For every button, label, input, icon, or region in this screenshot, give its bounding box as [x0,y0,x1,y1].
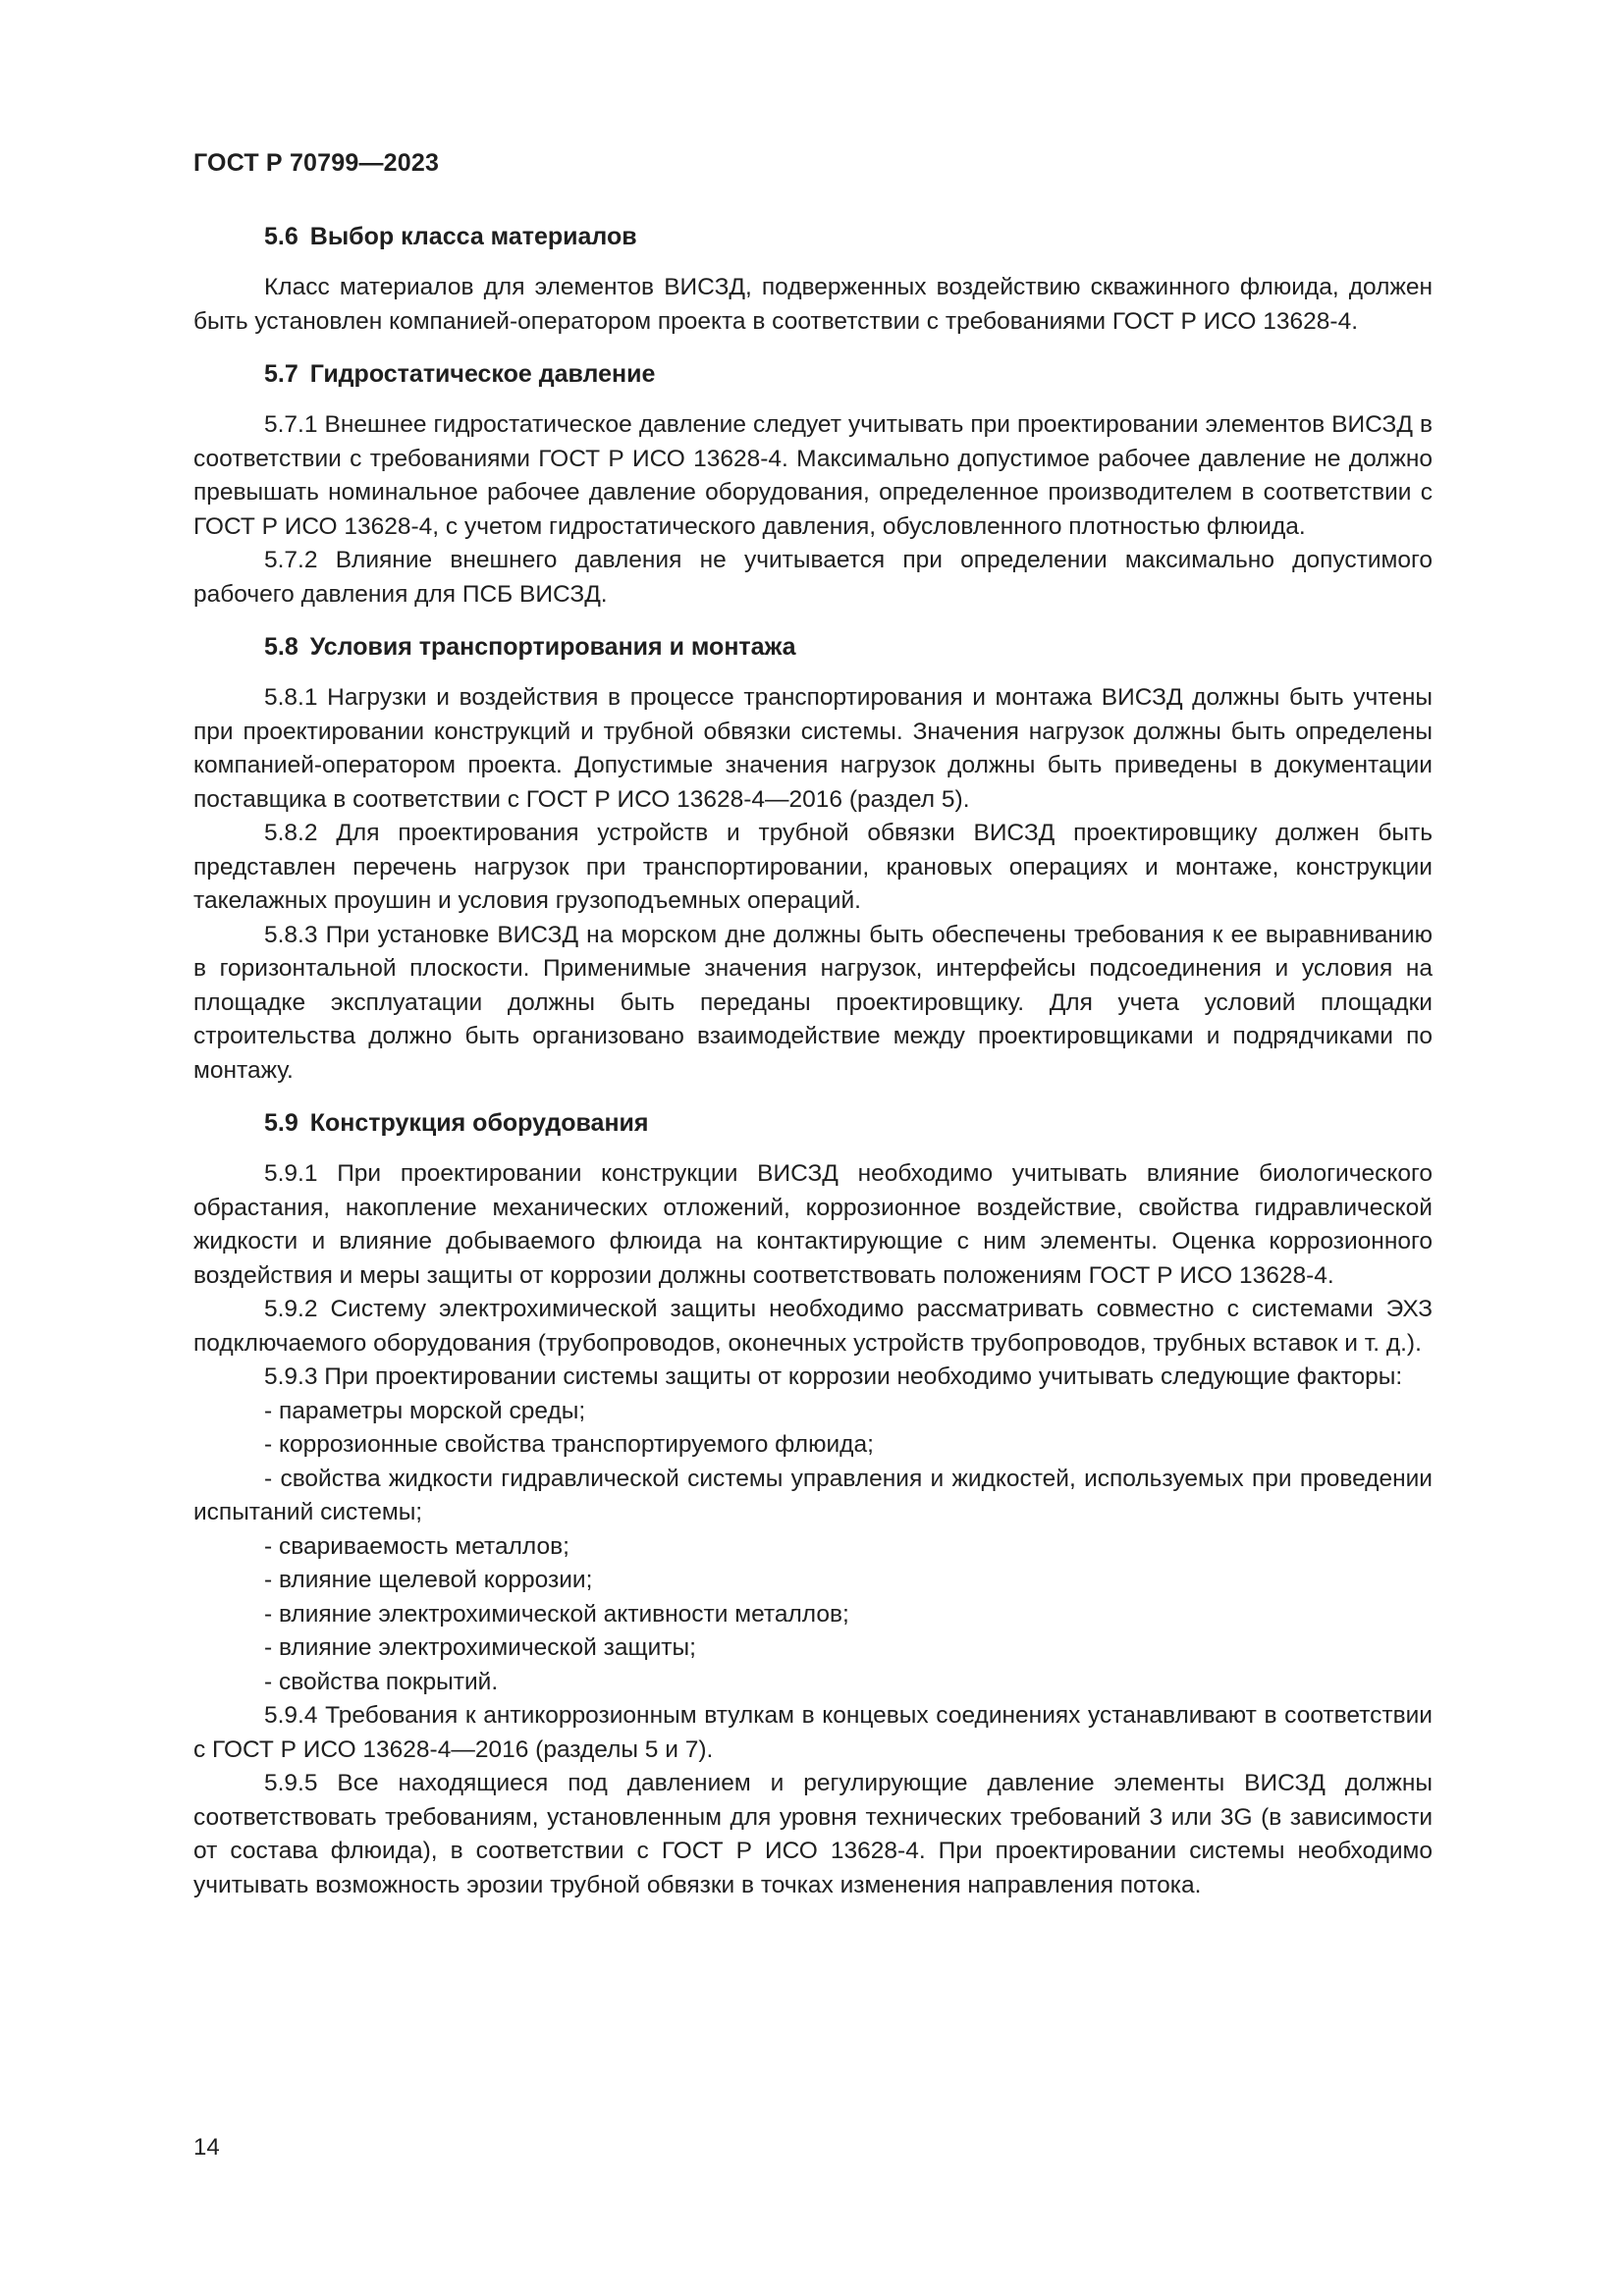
list-item: - свойства жидкости гидравлической системы управления и жидкостей, используемых при проведении испытаний системы; [193,1465,1433,1525]
section-title: Условия транспортирования и монтажа [309,633,796,661]
document-body [193,220,1433,1902]
section-heading-5-9 [264,1106,1433,1140]
section-title: Конструкция оборудования [309,1109,649,1137]
list-item: - влияние щелевой коррозии; [264,1567,593,1593]
paragraph-5-8-1: 5.8.1 Нагрузки и воздействия в процессе транспортирования и монтажа ВИСЗД должны быть учтены при проектировании конструкций и трубной обвязки системы. Значения нагрузок должны быть определены компанией-оператором проекта. Допустимые значения нагрузок должны быть приведены в документации поставщика в соответствии с ГОСТ Р ИСО 13628-4—2016 (раздел 5). [193,684,1433,813]
paragraph-5-9-5: 5.9.5 Все находящиеся под давлением и регулирующие давление элементы ВИСЗД должны соответствовать требованиям, установленным для уровня технических требований 3 или 3G (в зависимости от состава флюида), в соответствии с ГОСТ Р ИСО 13628-4. При проектировании системы необходимо учитывать возможность эрозии трубной обвязки в точках изменения направления потока. [193,1770,1433,1898]
paragraph-5-7-1: 5.7.1 Внешнее гидростатическое давление следует учитывать при проектировании элементов ВИСЗД в соответствии с требованиями ГОСТ Р ИСО 13628-4. Максимально допустимое рабочее давление не должно превышать номинальное рабочее давление оборудования, определенное производителем в соответствии с ГОСТ Р ИСО 13628-4, с учетом гидростатического давления, обусловленного плотностью флюида. [193,411,1433,540]
paragraph-5-6: Класс материалов для элементов ВИСЗД, подверженных воздействию скважинного флюида, должен быть установлен компанией-оператором проекта в соответствии с требованиями ГОСТ Р ИСО 13628-4. [193,274,1433,335]
list-item: - влияние электрохимической активности металлов; [264,1600,849,1628]
list-item: - влияние электрохимической защиты; [264,1634,696,1661]
corrosion-factors-list [193,1395,1433,1700]
section-heading-5-6 [264,220,1433,253]
paragraph-5-7-2: 5.7.2 Влияние внешнего давления не учитывается при определении максимально допустимого рабочего давления для ПСБ ВИСЗД. [193,547,1433,608]
list-item: - свойства покрытий. [264,1668,499,1695]
paragraph-5-9-2: 5.9.2 Систему электрохимической защиты необходимо рассматривать совместно с системами ЭХЗ подключаемого оборудования (трубопроводов, оконечных устройств трубопроводов, трубных вставок и т. д.). [193,1296,1433,1357]
section-number: 5.7 [264,360,298,388]
list-item: - свариваемость металлов; [264,1532,569,1560]
page-number: 14 [193,2134,220,2161]
section-heading-5-7 [264,357,1433,391]
section-number: 5.6 [264,223,298,250]
paragraph-5-8-2: 5.8.2 Для проектирования устройств и трубной обвязки ВИСЗД проектировщику должен быть представлен перечень нагрузок при транспортировании, крановых операциях и монтаже, конструкции такелажных проушин и условия грузоподъемных операций. [193,820,1433,914]
section-heading-5-8 [264,630,1433,664]
section-title: Выбор класса материалов [309,223,637,250]
paragraph-5-9-3: 5.9.3 При проектировании системы защиты от коррозии необходимо учитывать следующие факторы: [264,1363,1403,1390]
list-item: - параметры морской среды; [264,1397,586,1424]
section-number: 5.8 [264,633,298,661]
paragraph-5-9-4: 5.9.4 Требования к антикоррозионным втулкам в концевых соединениях устанавливают в соответствии с ГОСТ Р ИСО 13628-4—2016 (разделы 5 и 7). [193,1702,1433,1763]
section-title: Гидростатическое давление [309,360,656,388]
paragraph-5-8-3: 5.8.3 При установке ВИСЗД на морском дне должны быть обеспечены требования к ее выравниванию в горизонтальной плоскости. Применимые значения нагрузок, интерфейсы подсоединения и условия на площадке эксплуатации должны быть переданы проектировщику. Для учета условий площадки строительства должно быть организовано взаимодействие между проектировщиками и подрядчиками по монтажу. [193,921,1433,1084]
paragraph-5-9-1: 5.9.1 При проектировании конструкции ВИСЗД необходимо учитывать влияние биологического обрастания, накопление механических отложений, коррозионное воздействие, свойства гидравлической жидкости и влияние добываемого флюида на контактирующие с ним элементы. Оценка коррозионного воздействия и меры защиты от коррозии должны соответствовать положениям ГОСТ Р ИСО 13628-4. [193,1160,1433,1289]
section-number: 5.9 [264,1109,298,1137]
list-item: - коррозионные свойства транспортируемого флюида; [264,1431,874,1458]
standard-header: ГОСТ Р 70799—2023 [193,149,440,177]
